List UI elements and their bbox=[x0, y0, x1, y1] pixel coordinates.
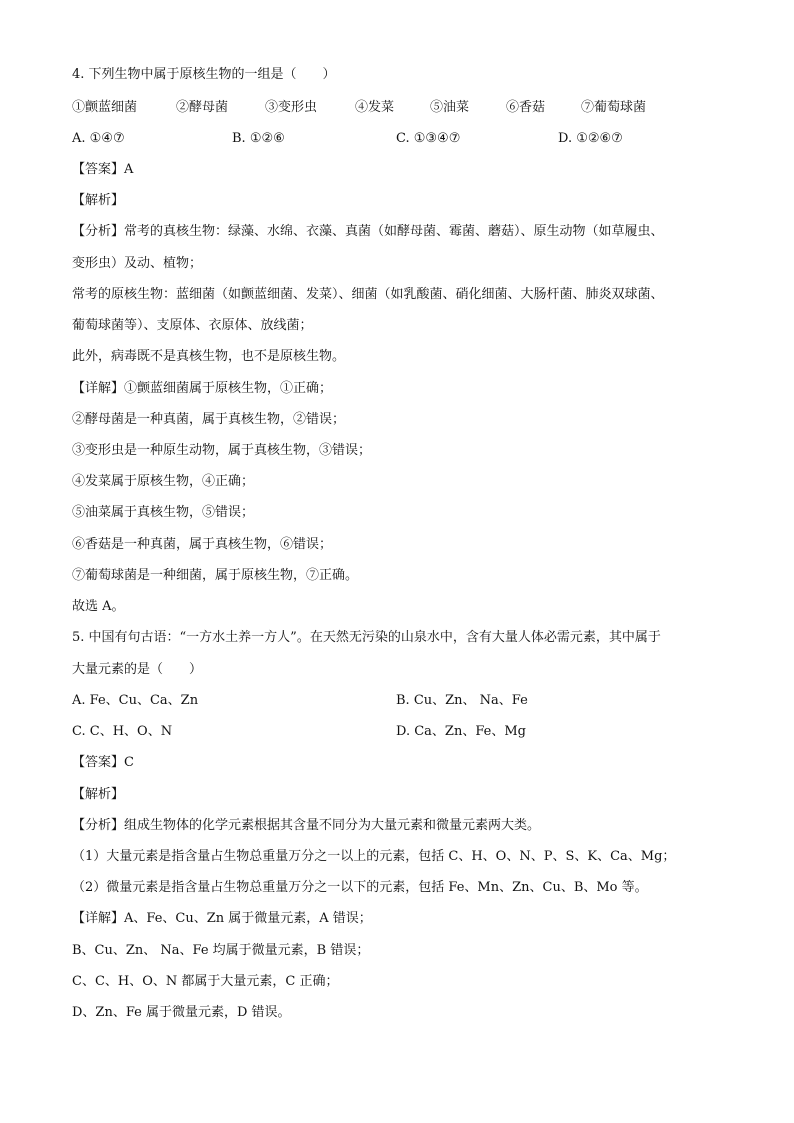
detail-line: ②酵母菌是一种真菌，属于真核生物，②错误； bbox=[72, 412, 346, 427]
option-a: A. Fe、Cu、Ca、Zn bbox=[72, 693, 199, 708]
analysis-line: 变形虫）及动、植物； bbox=[72, 256, 203, 271]
analysis-line: （1）大量元素是指含量占生物总重量万分之一以上的元素，包括 C、H、O、N、P、S、K、Ca、Mg； bbox=[72, 849, 676, 864]
option-c: C. C、H、O、N bbox=[72, 724, 173, 739]
detail-line: ⑥香菇是一种真菌，属于真核生物，⑥错误； bbox=[72, 537, 333, 552]
analysis-label: 【解析】 bbox=[72, 193, 125, 208]
list-item: ③变形虫 bbox=[265, 100, 318, 115]
detail-line: 【详解】①颤蓝细菌属于原核生物，①正确； bbox=[72, 381, 333, 396]
list-item: ⑥香菇 bbox=[506, 100, 546, 115]
option-d: D. ①②⑥⑦ bbox=[558, 131, 623, 146]
option-b: B. ①②⑥ bbox=[232, 131, 285, 146]
list-item: ①颤蓝细菌 bbox=[72, 100, 138, 115]
analysis-line: 葡萄球菌等）、支原体、衣原体、放线菌； bbox=[72, 318, 313, 333]
analysis-line: 常考的原核生物：蓝细菌（如颤蓝细菌、发菜）、细菌（如乳酸菌、硝化细菌、大肠杆菌、肺炎双球菌、 bbox=[72, 287, 664, 302]
list-item: ②酵母菌 bbox=[176, 100, 229, 115]
detail-line: ③变形虫是一种原生动物，属于真核生物，③错误； bbox=[72, 443, 372, 458]
detail-line: ⑦葡萄球菌是一种细菌，属于原核生物，⑦正确。 bbox=[72, 568, 359, 583]
analysis-line: 此外，病毒既不是真核生物，也不是原核生物。 bbox=[72, 349, 346, 364]
question-5-stem: 5. 中国有句古语：“一方水土养一方人”。在天然无污染的山泉水中，含有大量人体必需元素，其中属于 bbox=[72, 630, 661, 645]
analysis-label: 【解析】 bbox=[72, 787, 125, 802]
detail-line: C、C、H、O、N 都属于大量元素，C 正确； bbox=[72, 974, 339, 989]
detail-line: D、Zn、Fe 属于微量元素，D 错误。 bbox=[72, 1005, 291, 1020]
question-5-stem-cont: 大量元素的是（ ） bbox=[72, 662, 203, 677]
analysis-line: 【分析】常考的真核生物：绿藻、水绵、衣藻、真菌（如酵母菌、霉菌、蘑菇）、原生动物（如草履虫、 bbox=[72, 224, 664, 239]
detail-line: ④发菜属于原核生物，④正确； bbox=[72, 474, 255, 489]
list-item: ⑦葡萄球菌 bbox=[581, 100, 647, 115]
option-a: A. ①④⑦ bbox=[72, 131, 125, 146]
list-item: ⑤油菜 bbox=[430, 100, 470, 115]
option-c: C. ①③④⑦ bbox=[396, 131, 461, 146]
option-d: D. Ca、Zn、Fe、Mg bbox=[396, 724, 526, 739]
analysis-line: 【分析】组成生物体的化学元素根据其含量不同分为大量元素和微量元素两大类。 bbox=[72, 818, 541, 833]
detail-line: B、Cu、Zn、 Na、Fe 均属于微量元素，B 错误； bbox=[72, 943, 370, 958]
option-b: B. Cu、Zn、 Na、Fe bbox=[396, 693, 528, 708]
detail-line: 【详解】A、Fe、Cu、Zn 属于微量元素，A 错误； bbox=[72, 911, 372, 926]
analysis-line: （2）微量元素是指含量占生物总重量万分之一以下的元素，包括 Fe、Mn、Zn、Cu、B、Mo 等。 bbox=[72, 880, 648, 895]
answer-label: 【答案】C bbox=[72, 755, 134, 770]
list-item: ④发菜 bbox=[355, 100, 395, 115]
conclusion-line: 故选 A。 bbox=[72, 599, 125, 614]
answer-label: 【答案】A bbox=[72, 162, 134, 177]
question-4-stem: 4. 下列生物中属于原核生物的一组是（ ） bbox=[72, 67, 336, 82]
detail-line: ⑤油菜属于真核生物，⑤错误； bbox=[72, 505, 255, 520]
